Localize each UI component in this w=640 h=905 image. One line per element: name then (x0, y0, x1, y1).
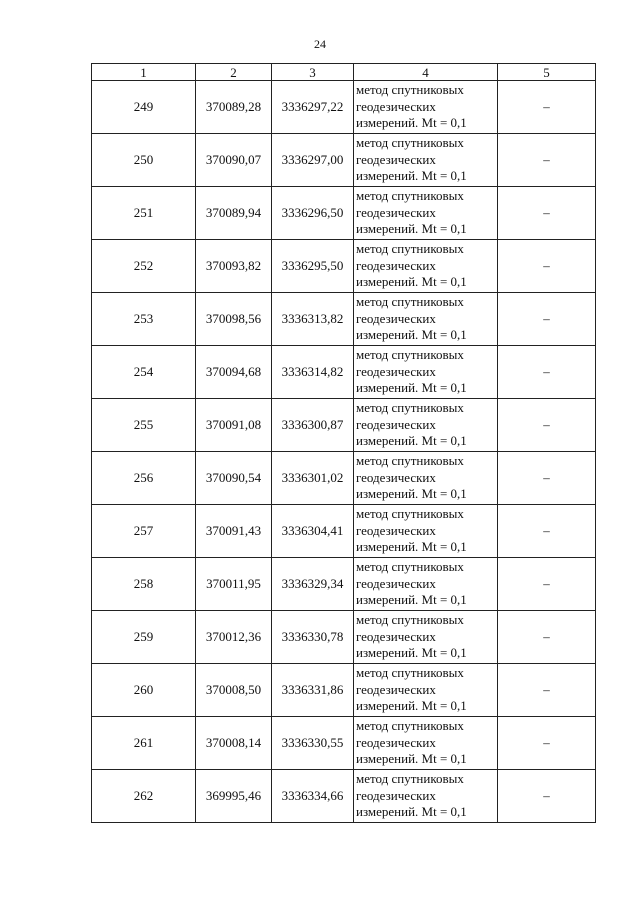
coordinate-x: 370098,56 (196, 293, 272, 346)
coordinate-x: 370090,54 (196, 452, 272, 505)
point-number: 253 (92, 293, 196, 346)
point-number: 254 (92, 346, 196, 399)
coordinate-x: 370012,36 (196, 611, 272, 664)
point-number: 251 (92, 187, 196, 240)
table-row (92, 399, 596, 452)
note-cell: – (498, 717, 596, 770)
method-line-2: геодезических (356, 151, 436, 167)
coordinate-y: 3336331,86 (272, 664, 354, 717)
method-line-1: метод спутниковых (356, 559, 464, 575)
method-cell (354, 134, 498, 187)
method-line-1: метод спутниковых (356, 347, 464, 363)
coordinate-x: 370008,14 (196, 717, 272, 770)
method-line-2: геодезических (356, 257, 436, 273)
method-line-3: измерений. Mt = 0,1 (356, 274, 467, 290)
method-cell (354, 293, 498, 346)
table-body (92, 81, 596, 823)
method-line-2: геодезических (356, 204, 436, 220)
coordinate-y: 3336301,02 (272, 452, 354, 505)
method-line-2: геодезических (356, 469, 436, 485)
method-line-1: метод спутниковых (356, 82, 464, 98)
coordinate-x: 370011,95 (196, 558, 272, 611)
column-header-5: 5 (498, 64, 596, 81)
method-line-3: измерений. Mt = 0,1 (356, 221, 467, 237)
coordinate-y: 3336296,50 (272, 187, 354, 240)
point-number: 258 (92, 558, 196, 611)
method-line-3: измерений. Mt = 0,1 (356, 698, 467, 714)
note-cell: – (498, 81, 596, 134)
coordinate-x: 370091,08 (196, 399, 272, 452)
method-cell (354, 399, 498, 452)
column-header-3: 3 (272, 64, 354, 81)
note-cell: – (498, 187, 596, 240)
method-cell (354, 452, 498, 505)
method-line-3: измерений. Mt = 0,1 (356, 168, 467, 184)
point-number: 249 (92, 81, 196, 134)
coordinate-x: 370089,28 (196, 81, 272, 134)
method-line-2: геодезических (356, 98, 436, 114)
method-line-1: метод спутниковых (356, 294, 464, 310)
method-line-3: измерений. Mt = 0,1 (356, 433, 467, 449)
coordinates-table (91, 63, 596, 823)
point-number: 252 (92, 240, 196, 293)
method-line-3: измерений. Mt = 0,1 (356, 486, 467, 502)
point-number: 260 (92, 664, 196, 717)
method-line-1: метод спутниковых (356, 135, 464, 151)
table-row (92, 187, 596, 240)
coordinate-y: 3336300,87 (272, 399, 354, 452)
method-line-1: метод спутниковых (356, 400, 464, 416)
table-row (92, 81, 596, 134)
coordinate-x: 370090,07 (196, 134, 272, 187)
table-row (92, 664, 596, 717)
method-line-2: геодезических (356, 787, 436, 803)
method-line-2: геодезических (356, 628, 436, 644)
coordinate-y: 3336329,34 (272, 558, 354, 611)
coordinate-y: 3336334,66 (272, 770, 354, 823)
method-line-3: измерений. Mt = 0,1 (356, 115, 467, 131)
method-line-1: метод спутниковых (356, 718, 464, 734)
method-line-1: метод спутниковых (356, 665, 464, 681)
method-cell (354, 770, 498, 823)
coordinate-y: 3336330,78 (272, 611, 354, 664)
method-cell (354, 240, 498, 293)
note-cell: – (498, 240, 596, 293)
table-row (92, 346, 596, 399)
method-line-2: геодезических (356, 681, 436, 697)
note-cell: – (498, 134, 596, 187)
method-cell (354, 611, 498, 664)
method-line-1: метод спутниковых (356, 453, 464, 469)
table-row (92, 293, 596, 346)
note-cell: – (498, 293, 596, 346)
point-number: 261 (92, 717, 196, 770)
column-header-4: 4 (354, 64, 498, 81)
note-cell: – (498, 452, 596, 505)
method-line-1: метод спутниковых (356, 506, 464, 522)
point-number: 259 (92, 611, 196, 664)
table-row (92, 134, 596, 187)
coordinate-x: 370093,82 (196, 240, 272, 293)
coordinate-x: 370008,50 (196, 664, 272, 717)
coordinate-y: 3336313,82 (272, 293, 354, 346)
table-row (92, 611, 596, 664)
column-header-1: 1 (92, 64, 196, 81)
table-row (92, 770, 596, 823)
method-cell (354, 81, 498, 134)
point-number: 256 (92, 452, 196, 505)
method-line-3: измерений. Mt = 0,1 (356, 804, 467, 820)
coordinate-y: 3336314,82 (272, 346, 354, 399)
note-cell: – (498, 611, 596, 664)
method-line-2: геодезических (356, 416, 436, 432)
method-line-3: измерений. Mt = 0,1 (356, 645, 467, 661)
point-number: 255 (92, 399, 196, 452)
method-line-2: геодезических (356, 522, 436, 538)
table-header (92, 64, 596, 81)
page-number: 24 (314, 37, 326, 51)
method-line-2: геодезических (356, 310, 436, 326)
table-row (92, 717, 596, 770)
note-cell: – (498, 664, 596, 717)
method-line-2: геодезических (356, 363, 436, 379)
point-number: 257 (92, 505, 196, 558)
note-cell: – (498, 505, 596, 558)
point-number: 250 (92, 134, 196, 187)
note-cell: – (498, 399, 596, 452)
method-line-2: геодезических (356, 734, 436, 750)
method-cell (354, 717, 498, 770)
method-line-3: измерений. Mt = 0,1 (356, 327, 467, 343)
method-line-1: метод спутниковых (356, 771, 464, 787)
table-row (92, 505, 596, 558)
coordinate-x: 370091,43 (196, 505, 272, 558)
method-line-3: измерений. Mt = 0,1 (356, 380, 467, 396)
coordinate-y: 3336304,41 (272, 505, 354, 558)
note-cell: – (498, 770, 596, 823)
point-number: 262 (92, 770, 196, 823)
method-line-1: метод спутниковых (356, 612, 464, 628)
coordinate-y: 3336330,55 (272, 717, 354, 770)
method-cell (354, 187, 498, 240)
method-cell (354, 346, 498, 399)
method-line-3: измерений. Mt = 0,1 (356, 751, 467, 767)
method-line-3: измерений. Mt = 0,1 (356, 539, 467, 555)
method-line-1: метод спутниковых (356, 241, 464, 257)
coordinate-x: 370094,68 (196, 346, 272, 399)
table-row (92, 240, 596, 293)
method-line-3: измерений. Mt = 0,1 (356, 592, 467, 608)
method-cell (354, 505, 498, 558)
header-row (92, 64, 596, 81)
method-cell (354, 664, 498, 717)
coordinate-y: 3336297,22 (272, 81, 354, 134)
coordinate-x: 370089,94 (196, 187, 272, 240)
coordinate-y: 3336297,00 (272, 134, 354, 187)
method-cell (354, 558, 498, 611)
note-cell: – (498, 346, 596, 399)
coordinate-x: 369995,46 (196, 770, 272, 823)
coordinate-y: 3336295,50 (272, 240, 354, 293)
note-cell: – (498, 558, 596, 611)
column-header-2: 2 (196, 64, 272, 81)
method-line-2: геодезических (356, 575, 436, 591)
table-row (92, 452, 596, 505)
method-line-1: метод спутниковых (356, 188, 464, 204)
table-row (92, 558, 596, 611)
